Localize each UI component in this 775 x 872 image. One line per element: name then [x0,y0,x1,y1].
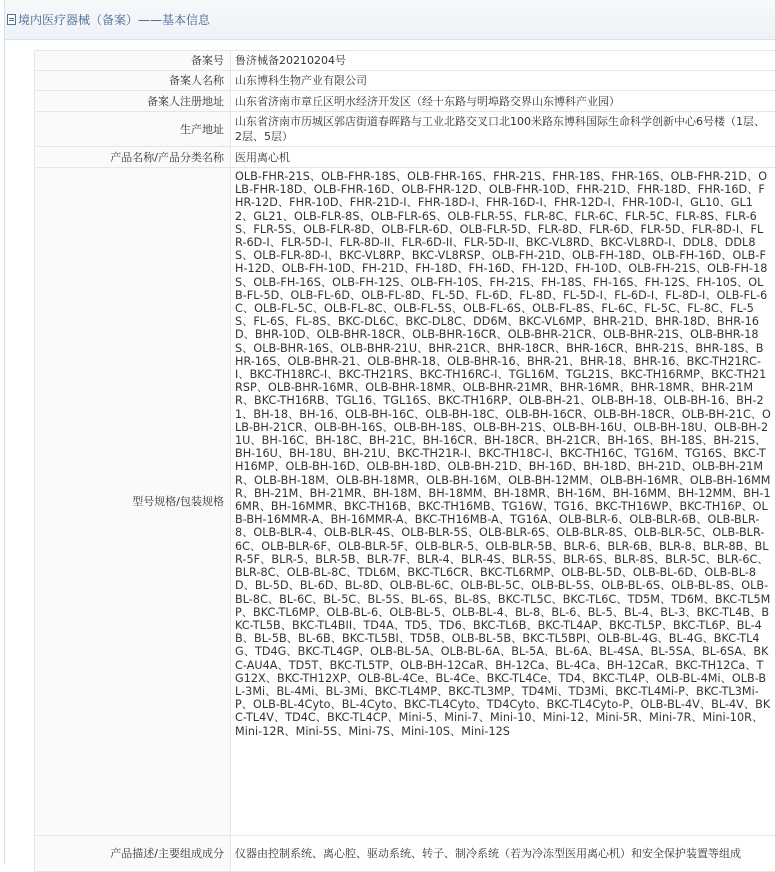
row-label: 型号规格/包装规格 [35,168,231,836]
row-value: OLB-FHR-21S、OLB-FHR-18S、OLB-FHR-16S、FHR-21S、FHR-18S、FHR-16S、OLB-FHR-21D、OLB-FHR-18D、OLB-FHR-16D、OLB-FHR-12D、OLB-FHR-10D、FHR-21D、FHR-18D、FHR-16D、FHR-12D、FHR-10D、FHR-21D-I、FHR-18D-I、FHR-16D-I、FHR-12D-I、FHR-10D-I、GL10、GL12、GL21、OLB-FLR-8S、OLB-FLR-6S、OLB-FLR-5S、FLR-8C、FLR-6C、FLR-5C、FLR-8S、FLR-6S、FLR-5S、OLB-FLR-8D、OLB-FLR-6D、OLB-FLR-5D、FLR-8D、FLR-6D、FLR-5D、FLR-8D-I、FLR-6D-I、FLR-5D-I、FLR-8D-II、FLR-6D-II、FLR-5D-II、BKC-VL8RD、BKC-VL8RD-I、DDL8、DDL8S、OLB-FLR-8D-I、BKC-VL8RP、BKC-VL8RSP、OLB-FH-21D、OLB-FH-18D、OLB-FH-16D、OLB-FH-12D、OLB-FH-10D、FH-21D、FH-18D、FH-16D、FH-12D、FH-10D、OLB-FH-21S、OLB-FH-18S、OLB-FH-16S、OLB-FH-12S、OLB-FH-10S、FH-21S、FH-18S、FH-16S、FH-12S、FH-10S、OLB-FL-5D、OLB-FL-6D、OLB-FL-8D、FL-5D、FL-6D、FL-8D、FL-5D-I、FL-6D-I、FL-8D-I、OLB-FL-6C、OLB-FL-5C、OLB-FL-8C、OLB-FL-5S、OLB-FL-6S、OLB-FL-8S、FL-6C、FL-5C、FL-8C、FL-5S、FL-6S、FL-8S、BKC-DL6C、BKC-DL8C、DD6M、BKC-VL6MP、BHR-21D、BHR-18D、BHR-16D、BHR-10D、OLB-BHR-18CR、OLB-BHR-16CR、OLB-BHR-21CR、OLB-BHR-21S、OLB-BHR-18S、OLB-BHR-16S、OLB-BHR-21U、BHR-21CR、BHR-18CR、BHR-16CR、BHR-21S、BHR-18S、BHR-16S、OLB-BHR-21、OLB-BHR-18、OLB-BHR-16、BHR-21、BHR-18、BHR-16、BKC-TH21RC-I、BKC-TH18RC-I、BKC-TH21RS、BKC-TH16RC-I、TGL16M、TGL21S、BKC-TH16RMP、BKC-TH21RSP、OLB-BHR-16MR、OLB-BHR-18MR、OLB-BHR-21MR、BHR-16MR、BHR-18MR、BHR-21MR、BKC-TH16RB、TGL16、TGL16S、BKC-TH16RP、OLB-BH-21、OLB-BH-18、OLB-BH-16、BH-21、BH-18、BH-16、OLB-BH-16C、OLB-BH-18C、OLB-BH-16CR、OLB-BH-18CR、OLB-BH-21C、OLB-BH-21CR、OLB-BH-16S、OLB-BH-18S、OLB-BH-21S、OLB-BH-16U、OLB-BH-18U、OLB-BH-21U、BH-16C、BH-18C、BH-21C、BH-16CR、BH-18CR、BH-21CR、BH-16S、BH-18S、BH-21S、BH-16U、BH-18U、BH-21U、BKC-TH21R-I、BKC-TH18C-I、BKC-TH16C、TG16M、TG16S、BKC-TH16MP、OLB-BH-16D、OLB-BH-18D、OLB-BH-21D、BH-16D、BH-18D、BH-21D、OLB-BH-21MR、OLB-BH-18M、OLB-BH-18MR、OLB-BH-16M、OLB-BH-12MM、OLB-BH-16MR、OLB-BH-16MMR、BH-21M、BH-21MR、BH-18M、BH-18MM、BH-18MR、BH-16M、BH-16MM、BH-12MM、BH-16MR、BH-16MMR、BKC-TH16B、BKC-TH16MB、TG16W、TG16、BKC-TH16WP、BKC-TH16P、OLB-BH-16MMR-A、BH-16MMR-A、BKC-TH16MB-A、TG16A、OLB-BLR-6、OLB-BLR-6B、OLB-BLR-8、OLB-BLR-4、OLB-BLR-4S、OLB-BLR-5S、OLB-BLR-6S、OLB-BLR-8S、OLB-BLR-5C、OLB-BLR-6C、OLB-BLR-6F、OLB-BLR-5F、OLB-BLR-5、OLB-BLR-5B、BLR-6、BLR-6B、BLR-8、BLR-8B、BLR-5F、BLR-5、BLR-5B、BLR-7F、BLR-4、BLR-4S、BLR-5S、BLR-6S、BLR-8S、BLR-5C、BLR-6C、BLR-8C、OLB-BL-8C、TDL6M、BKC-TL6CR、BKC-TL6RMP、OLB-BL-5D、OLB-BL-6D、OLB-BL-8D、BL-5D、BL-6D、BL-8D、OLB-BL-6C、OLB-BL-5C、OLB-BL-5S、OLB-BL-6S、OLB-BL-8S、OLB-BL-8C、BL-6C、BL-5C、BL-5S、BL-6S、BL-8S、BKC-TL5C、BKC-TL6C、TD5M、TD6M、BKC-TL5MP、BKC-TL6MP、OLB-BL-6、OLB-BL-5、OLB-BL-4、BL-8、BL-6、BL-5、BL-4、BL-3、BKC-TL4B、BKC-TL5B、BKC-TL4BII、TD4A、TD5、TD6、BKC-TL6B、BKC-TL4AP、BKC-TL5P、BKC-TL6P、BL-4B、BL-5B、BL-6B、BKC-TL5BI、TD5B、OLB-BL-5B、BKC-TL5BPI、OLB-BL-4G、BL-4G、BKC-TL4G、TD4G、BKC-TL4GP、OLB-BL-5A、OLB-BL-6A、BL-5A、BL-6A、BL-4SA、BL-5SA、BL-6SA、BKC-AU4A、TD5T、BKC-TL5TP、OLB-BH-12CaR、BH-12Ca、BL-4Ca、BH-12CaR、BKC-TH12Ca、TG12X、BKC-TH12XP、OLB-BL-4Ce、BL-4Ce、BKC-TL4Ce、TD4、BKC-TL4P、OLB-BL-4Mi、OLB-BL-3Mi、BL-4Mi、BL-3Mi、BKC-TL4MP、BKC-TL3MP、TD4Mi、TD3Mi、BKC-TL4Mi-P、BKC-TL3Mi-P、OLB-BL-4Cyto、BL-4Cyto、BKC-TL4Cyto、TD4Cyto、BKC-TL4Cyto-P、OLB-BL-4V、BL-4V、BKC-TL4V、TD4C、BKC-TL4CP、Mini-5、Mini-7、Mini-10、Mini-12、Mini-5R、Mini-7R、Mini-10R、Mini-12R、Mini-5S、Mini-7S、Mini-10S、Mini-12S [231,168,775,836]
row-label: 备案人名称 [35,71,231,91]
row-label: 备案号 [35,51,231,71]
document-icon [7,14,16,25]
row-label: 产品描述/主要组成成分 [35,836,231,872]
info-table [34,50,775,872]
row-value: 山东省济南市历城区郭店街道春晖路与工业北路交叉口北100米路东博科国际生命科学创新中心6号楼（1层、2层、5层） [231,112,775,147]
row-value: 鲁济械备20210204号 [231,51,775,71]
row-label: 生产地址 [35,112,231,147]
table-row [35,51,775,71]
table-row [35,112,775,147]
row-value: 山东省济南市章丘区明水经济开发区（经十东路与明埠路交界山东博科产业园） [231,91,775,112]
row-value: 仪器由控制系统、离心腔、驱动系统、转子、制冷系统（若为冷冻型医用离心机）和安全保护装置等组成 [231,836,775,872]
table-row [35,147,775,168]
row-value: 山东博科生物产业有限公司 [231,71,775,91]
panel-title: 境内医疗器械（备案）——基本信息 [18,11,210,28]
row-value: 医用离心机 [231,147,775,168]
row-label: 产品名称/产品分类名称 [35,147,231,168]
table-row [35,91,775,112]
info-panel [4,0,775,864]
table-row [35,836,775,872]
row-label: 备案人注册地址 [35,91,231,112]
table-row [35,168,775,836]
panel-header [5,0,775,40]
table-row [35,71,775,91]
